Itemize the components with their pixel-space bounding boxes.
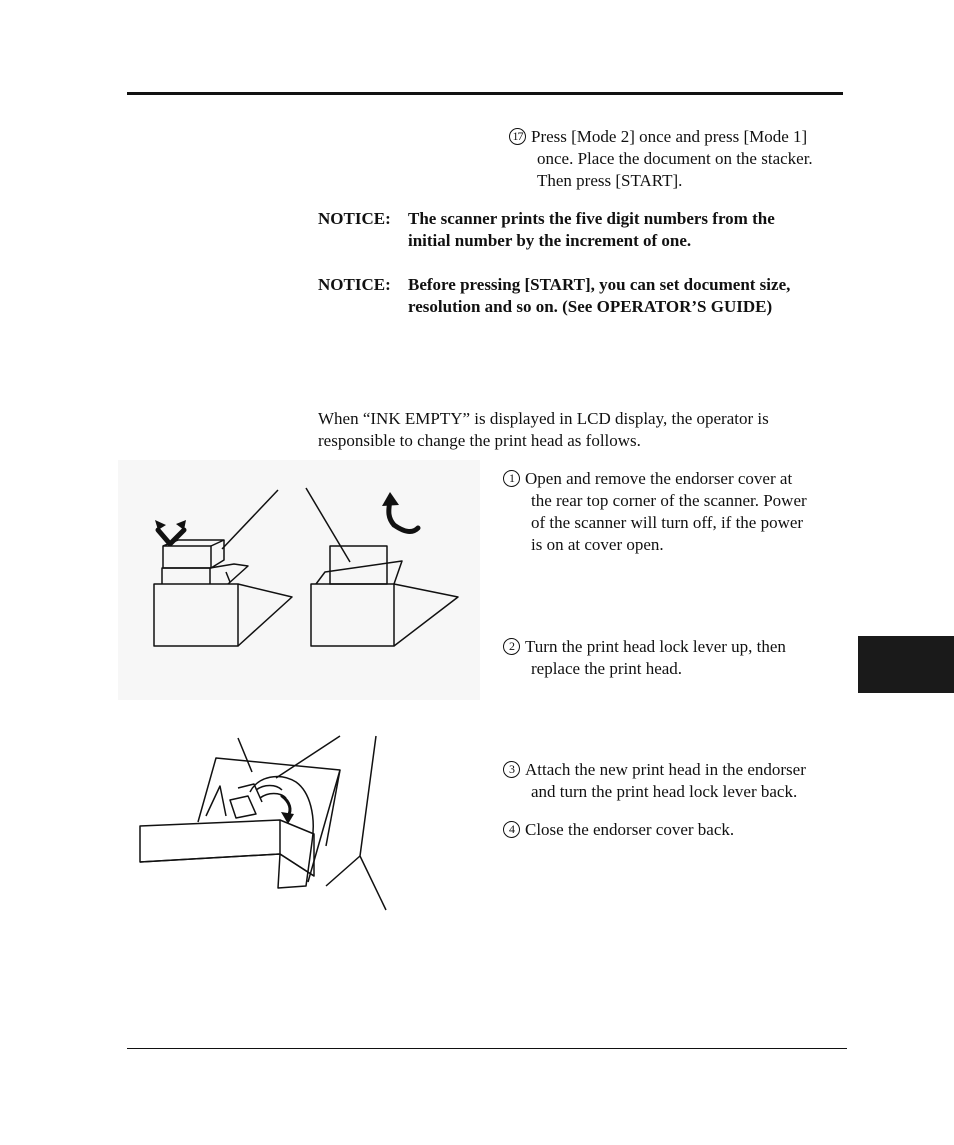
endorser-cover-removal-illustration: [118, 460, 480, 700]
step-text-line: Close the endorser cover back.: [525, 820, 735, 839]
intro-line: responsible to change the print head as follows.: [318, 431, 641, 450]
step-text-line: once. Place the document on the stacker.: [537, 149, 813, 168]
step-text-line: Press [Mode 2] once and press [Mode 1]: [531, 127, 808, 146]
step-3: [503, 759, 806, 803]
notice-line: initial number by the increment of one.: [408, 231, 692, 250]
notice-label: NOTICE:: [318, 275, 391, 294]
intro-line: When “INK EMPTY” is displayed in LCD display, the operator is: [318, 409, 769, 428]
notice-line: The scanner prints the five digit numbers from the: [408, 209, 775, 228]
step-number-badge: 2: [503, 638, 520, 655]
step-number-badge: 3: [503, 761, 520, 778]
step-text-line: Attach the new print head in the endorser: [525, 760, 806, 779]
step-text-line: is on at cover open.: [531, 535, 664, 554]
step-text-line: the rear top corner of the scanner. Power: [531, 491, 807, 510]
step-text-line: replace the print head.: [531, 659, 683, 678]
notice-body: [408, 274, 790, 318]
section-thumb-tab: [858, 636, 954, 693]
step-4: [503, 819, 734, 841]
step-text-line: Open and remove the endorser cover at: [525, 469, 793, 488]
step-17: [509, 126, 813, 192]
footer-rule: [127, 1048, 847, 1049]
step-number-badge: 17: [509, 128, 526, 145]
notice-body: [408, 208, 775, 252]
step-text-line: Then press [START].: [537, 171, 683, 190]
notice-line: resolution and so on. (See OPERATOR’S GUIDE): [408, 297, 773, 316]
notice-line: Before pressing [START], you can set document size,: [408, 275, 791, 294]
step-number-badge: 4: [503, 821, 520, 838]
notice-label: NOTICE:: [318, 209, 391, 228]
print-head-replacement-illustration: [130, 726, 390, 916]
intro-paragraph: [318, 408, 769, 452]
step-2: [503, 636, 786, 680]
step-text-line: Turn the print head lock lever up, then: [525, 637, 786, 656]
header-rule: [127, 92, 843, 95]
step-text-line: of the scanner will turn off, if the power: [531, 513, 804, 532]
step-number-badge: 1: [503, 470, 520, 487]
step-text-line: and turn the print head lock lever back.: [531, 782, 798, 801]
step-1: [503, 468, 807, 556]
